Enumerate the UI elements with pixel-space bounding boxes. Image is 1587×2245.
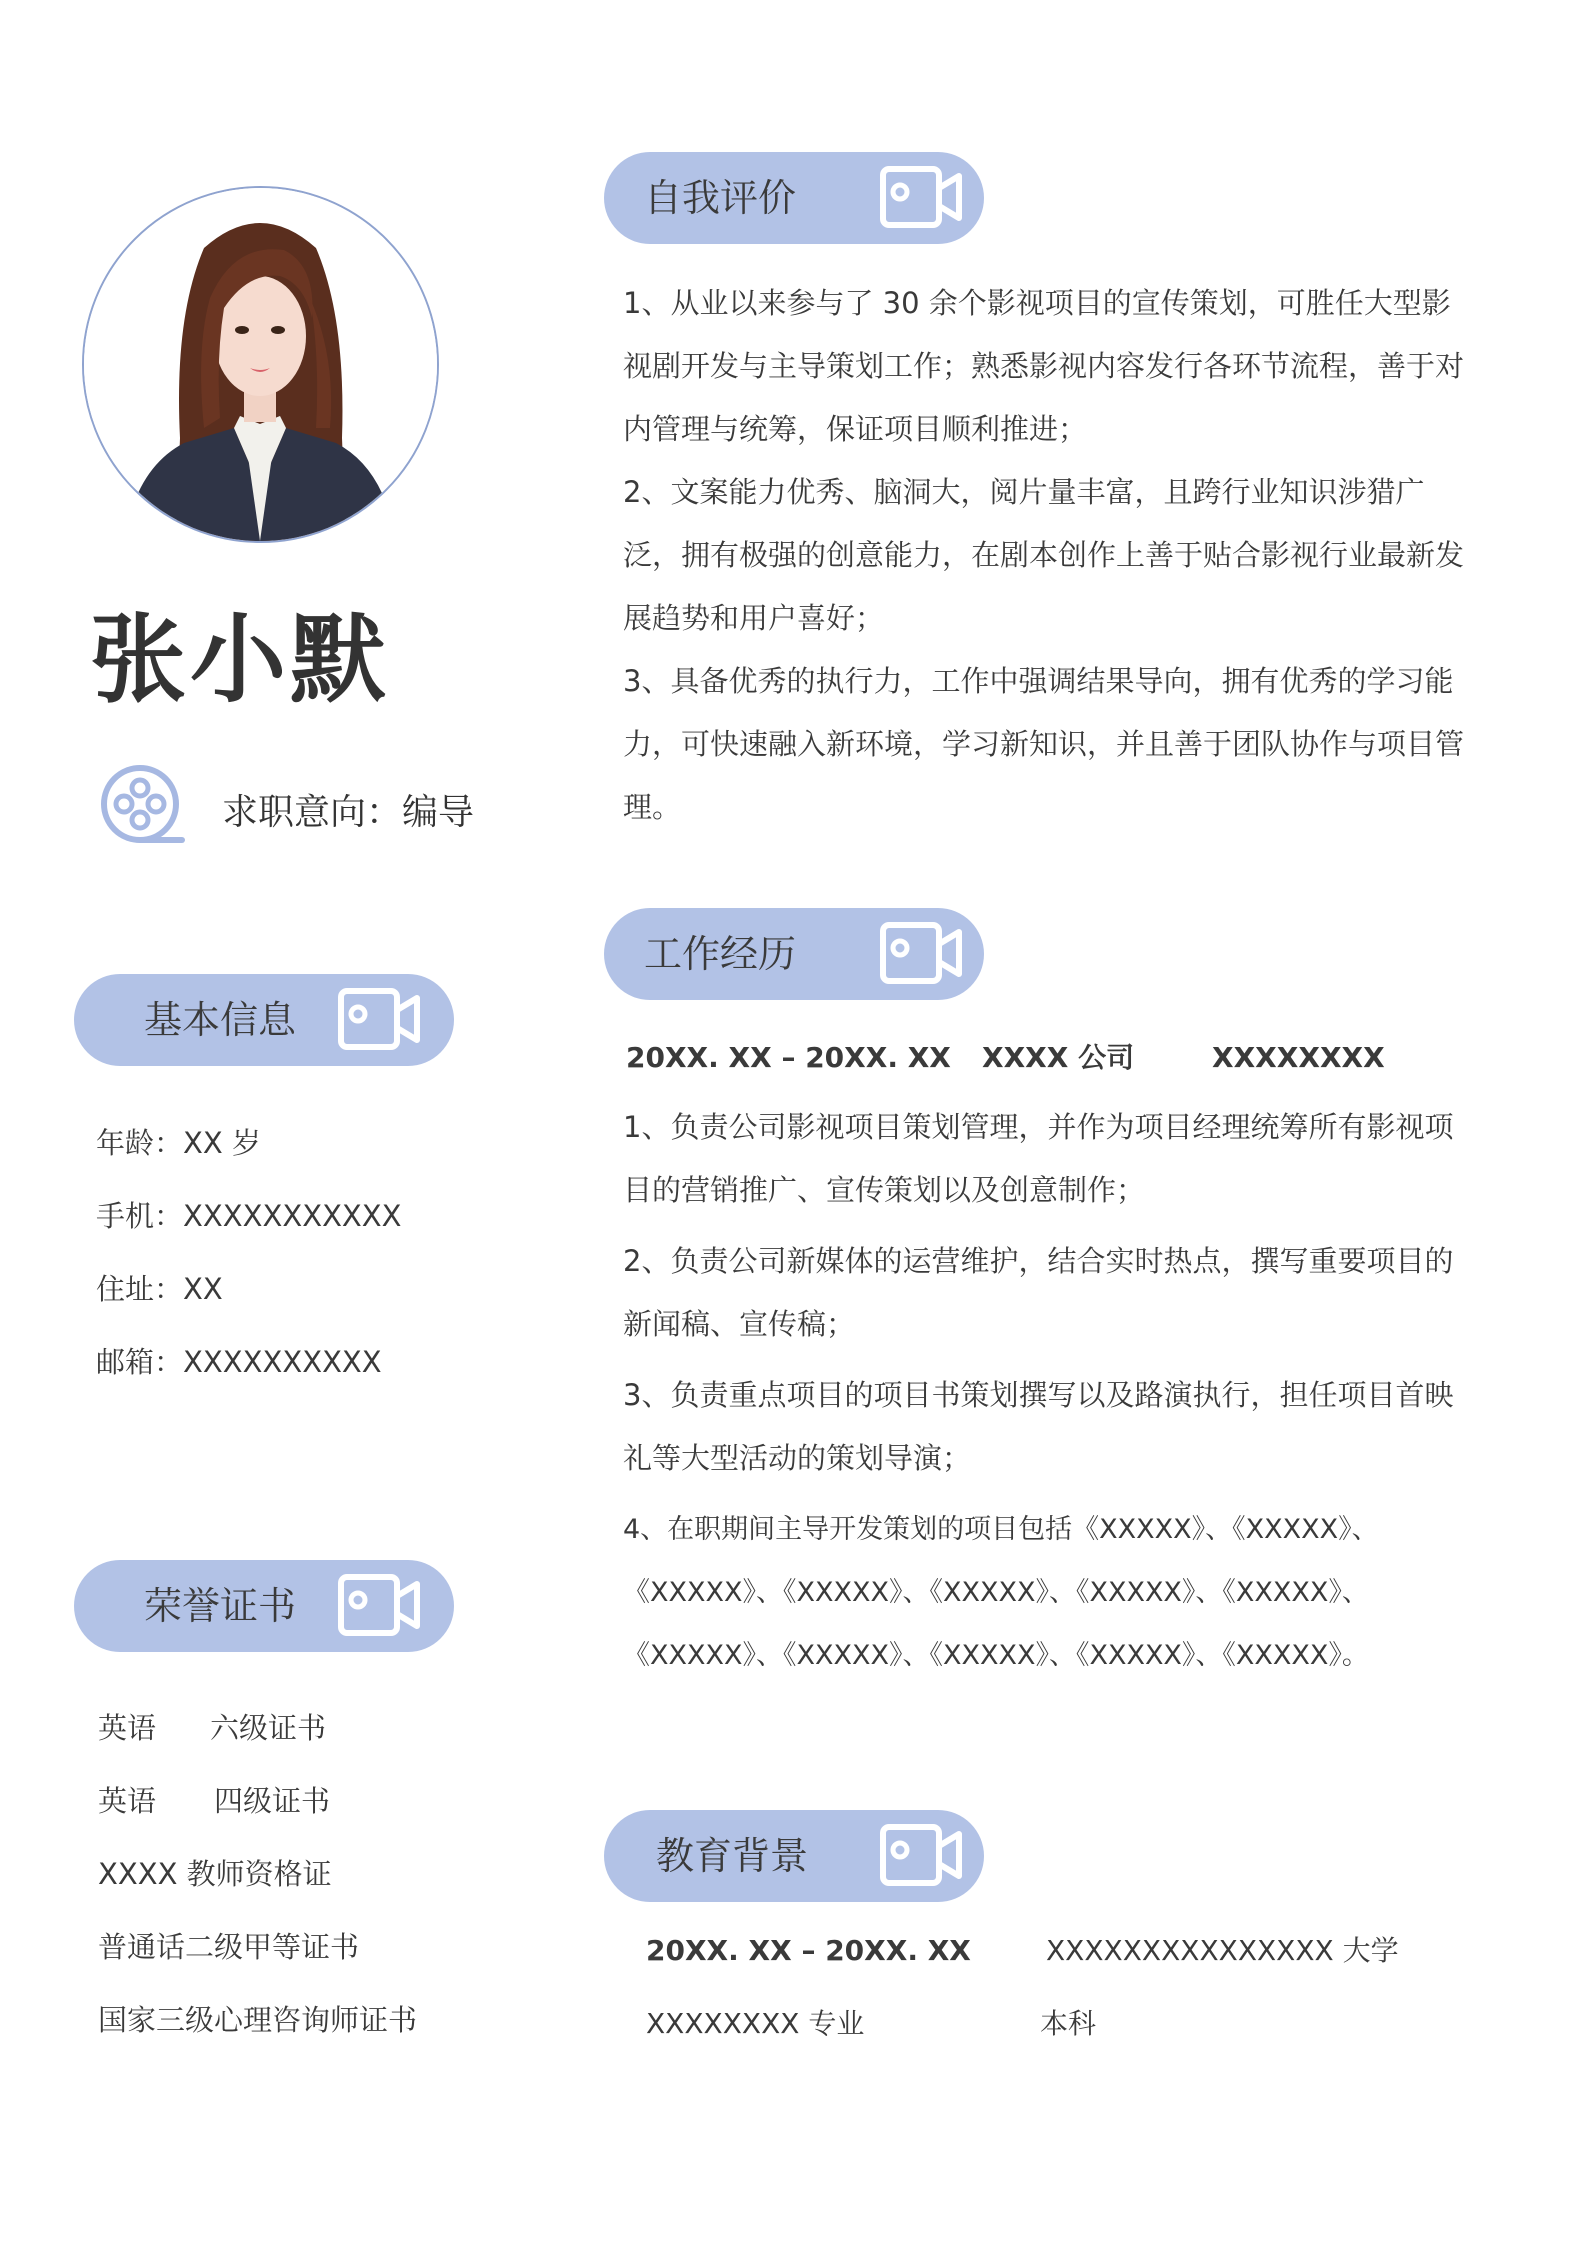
section-header-self-eval	[604, 152, 984, 244]
work-duty: 2、负责公司新媒体的运营维护，结合实时热点，撰写重要项目的新闻稿、宣传稿；	[623, 1244, 1454, 1341]
education-school: XXXXXXXXXXXXXXX 大学	[1046, 1934, 1399, 1967]
self-eval-body	[623, 272, 1478, 839]
avatar-portrait	[84, 188, 437, 541]
honor-item: 普通话二级甲等证书	[98, 1930, 360, 1964]
video-camera-icon	[880, 1824, 962, 1886]
self-eval-paragraph: 1、从业以来参与了 30 余个影视项目的宣传策划，可胜任大型影视剧开发与主导策划工作；熟悉影视内容发行各环节流程，善于对内管理与统筹，保证项目顺利推进；	[623, 286, 1465, 446]
section-title: 教育背景	[656, 1834, 809, 1878]
honor-item: 英语 六级证书	[98, 1711, 327, 1745]
work-company: XXXX 公司	[982, 1041, 1135, 1074]
section-header-education	[604, 1810, 984, 1902]
section-header-honors	[74, 1560, 454, 1652]
candidate-name: 张小默	[90, 604, 390, 716]
section-title: 自我评价	[644, 176, 797, 220]
avatar	[82, 186, 439, 543]
info-phone: 手机：XXXXXXXXXXX	[96, 1199, 402, 1233]
film-reel-icon	[96, 760, 188, 852]
work-period: 20XX. XX – 20XX. XX	[626, 1041, 951, 1074]
job-intent: 求职意向：编导	[222, 792, 475, 833]
info-email: 邮箱：XXXXXXXXXX	[96, 1345, 382, 1379]
honor-item: 国家三级心理咨询师证书	[98, 2003, 418, 2037]
education-major: XXXXXXXX 专业	[646, 2007, 865, 2040]
video-camera-icon	[880, 166, 962, 228]
section-header-basic-info	[74, 974, 454, 1066]
work-position: XXXXXXXX	[1212, 1041, 1385, 1074]
work-duties	[623, 1096, 1478, 1687]
section-title: 基本信息	[144, 998, 297, 1042]
honor-item: XXXX 教师资格证	[98, 1857, 332, 1891]
education-period: 20XX. XX – 20XX. XX	[646, 1934, 971, 1967]
work-duty: 4、在职期间主导开发策划的项目包括《XXXXX》、《XXXXX》、《XXXXX》、《XXXXX》、《XXXXX》、《XXXXX》、《XXXXX》、《XXXXX》、《XXXXX》、《XXXXX》、《XXXXX》、《XXXXX》。	[623, 1514, 1379, 1671]
self-eval-paragraph: 2、文案能力优秀、脑洞大，阅片量丰富，且跨行业知识涉猎广泛，拥有极强的创意能力，在剧本创作上善于贴合影视行业最新发展趋势和用户喜好；	[623, 475, 1465, 635]
self-eval-paragraph: 3、具备优秀的执行力，工作中强调结果导向，拥有优秀的学习能力，可快速融入新环境，学习新知识，并且善于团队协作与项目管理。	[623, 664, 1465, 824]
education-degree: 本科	[1040, 2007, 1097, 2040]
video-camera-icon	[338, 988, 420, 1050]
work-duty: 3、负责重点项目的项目书策划撰写以及路演执行，担任项目首映礼等大型活动的策划导演；	[623, 1378, 1454, 1475]
video-camera-icon	[338, 1574, 420, 1636]
info-age: 年龄：XX 岁	[96, 1126, 261, 1160]
video-camera-icon	[880, 922, 962, 984]
work-duty: 1、负责公司影视项目策划管理，并作为项目经理统筹所有影视项目的营销推广、宣传策划以及创意制作；	[623, 1110, 1454, 1207]
info-address: 住址：XX	[96, 1272, 223, 1306]
honor-item: 英语 四级证书	[98, 1784, 331, 1818]
section-header-work	[604, 908, 984, 1000]
section-title: 工作经历	[644, 932, 797, 976]
section-title: 荣誉证书	[144, 1584, 297, 1628]
